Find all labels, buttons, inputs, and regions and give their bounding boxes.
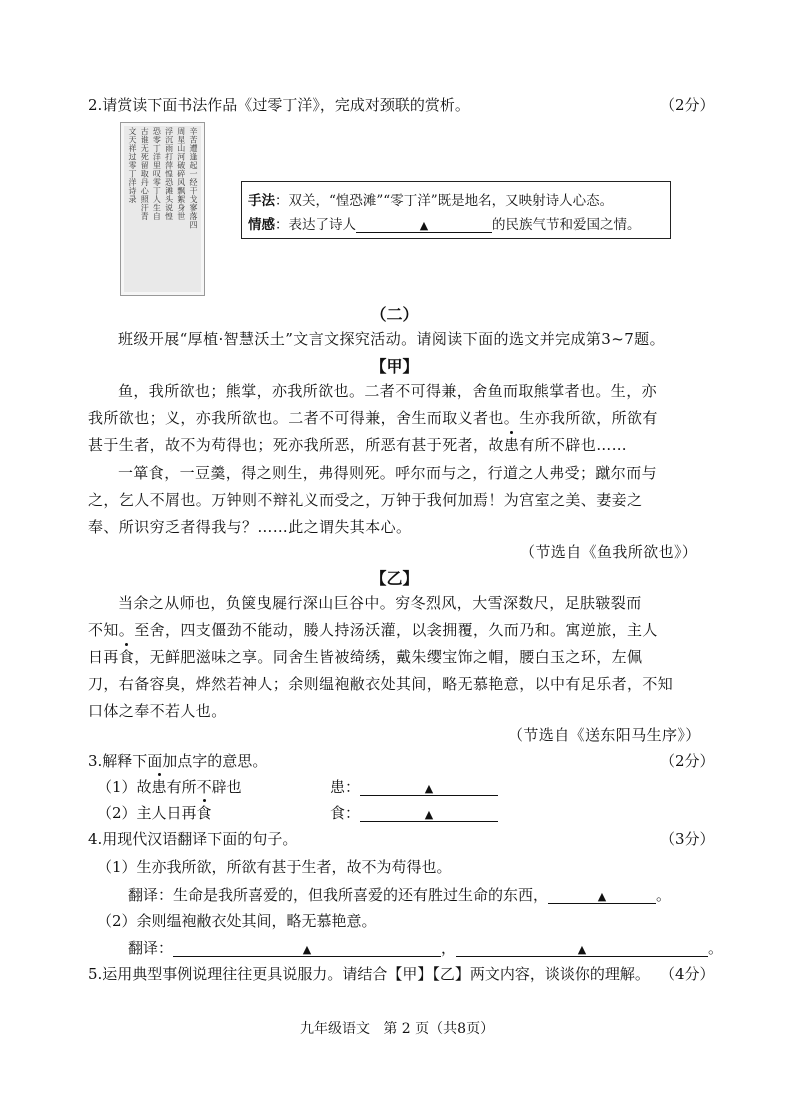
emotion-answer-blank[interactable]: ▲ [356, 220, 492, 233]
q4-item2-translation: 翻译： ▲ ， ▲ 。 [128, 939, 724, 957]
q4-item1-translation: 翻译：生命是我所喜爱的，但我所喜爱的还有胜过生命的东西， ▲ 。 [128, 886, 672, 904]
q3-item1-answer: 患： ▲ [330, 776, 498, 797]
yi-line-4: 刀，右备容臭，烨然若神人；余则缊袍敝衣处其间，略无慕艳意，以中有足乐者，不知 [88, 675, 674, 693]
footer-page: 第 2 页（共8页） [383, 1021, 495, 1037]
jia-line-4: 一箪食，一豆羹，得之则生，弗得则死。呼尔而与之，行道之人弗受；蹴尔而与 [118, 464, 658, 482]
q3-item2-answer: 食： ▲ [330, 802, 498, 823]
calligraphy-image [120, 122, 205, 296]
q3-answer1-blank[interactable]: ▲ [360, 783, 498, 796]
calligraphy-column: 文天祥过零丁洋诗录 [128, 127, 137, 204]
technique-text: ：双关，“惶恐滩”“零丁洋”既是地名，又映射诗人心态。 [275, 193, 614, 209]
yi-line-2: 不知。至舍，四支僵劲不能动，媵人持汤沃灌，以衾拥覆，久而乃和。寓逆旅，主人 [88, 621, 658, 639]
calligraphy-column: 辛苦遭逢起一经干戈寥落四 [188, 127, 198, 229]
technique-label: 手法 [248, 193, 275, 209]
yi-line-5: 口体之奉不若人也。 [88, 702, 227, 720]
section-intro: 班级开展“厚植·智慧沃土”文言文探究活动。请阅读下面的选文并完成第3~7题。 [118, 330, 665, 348]
q4-title: 4.用现代汉语翻译下面的句子。 [88, 830, 298, 848]
analysis-box [241, 181, 671, 239]
q4-answer2a-blank[interactable]: ▲ [173, 944, 441, 957]
q5-title: 5.运用典型事例说理往往更具说服力。请结合【甲】【乙】两文内容，谈谈你的理解。 [88, 965, 650, 983]
emotion-row [248, 213, 641, 233]
dotted-char: 患 [503, 436, 520, 454]
calligraphy-column: 古谁无死留取丹心照汗青 [140, 127, 150, 221]
q2-score: （2分） [660, 96, 715, 114]
q2-title: 2.请赏读下面书法作品《过零丁洋》，完成对颈联的赏析。 [88, 96, 470, 114]
q4-answer1-blank[interactable]: ▲ [548, 891, 656, 904]
q3-score: （2分） [660, 752, 715, 770]
footer-subject: 九年级语文 [300, 1021, 370, 1037]
jia-line-5: 之，乞人不屑也。万钟则不辩礼义而受之，万钟于我何加焉！为宫室之美、妻妾之 [88, 491, 643, 509]
emotion-post: 的民族气节和爱国之情。 [492, 217, 641, 233]
yi-line-3: 日再食，无鲜肥滋味之享。同舍生皆被绮绣，戴朱缨宝饰之帽，腰白玉之环，左佩 [88, 648, 643, 666]
jia-line-3: 甚于生者，故不为苟得也；死亦我所恶，所恶有甚于死者，故患有所不辟也…… [88, 436, 628, 454]
q3-title: 3.解释下面加点字的意思。 [88, 752, 268, 770]
q3-answer2-blank[interactable]: ▲ [360, 809, 498, 822]
yi-line-1: 当余之从师也，负箧曳屣行深山巨谷中。穷冬烈风，大雪深数尺，足肤皲裂而 [118, 594, 642, 612]
jia-line-6: 奉、所识穷乏者得我与？……此之谓失其本心。 [88, 518, 412, 536]
q3-item1: （1）故患有所不辟也 [97, 778, 242, 796]
calligraphy-column: 周星山河破碎风飘絮身世 [176, 127, 186, 221]
q3-item2: （2）主人日再食 [97, 804, 212, 822]
calligraphy-column: 恐零丁洋里叹零丁人生自 [152, 127, 162, 221]
yi-heading: 【乙】 [370, 569, 419, 588]
q5-score: （4分） [660, 965, 715, 983]
jia-heading: 【甲】 [370, 357, 419, 376]
technique-row [248, 189, 613, 209]
jia-source: （节选自《鱼我所欲也》） [520, 543, 698, 561]
q4-answer2b-blank[interactable]: ▲ [456, 944, 708, 957]
q4-item2: （2）余则缊袍敝衣处其间，略无慕艳意。 [97, 912, 377, 930]
emotion-label: 情感 [248, 217, 275, 233]
dotted-char: 食 [118, 648, 135, 666]
calligraphy-column: 浮沉雨打萍惶恐滩头说惶 [164, 127, 174, 221]
q4-score: （3分） [660, 830, 715, 848]
q4-item1: （1）生亦我所欲，所欲有甚于生者，故不为苟得也。 [97, 858, 452, 876]
footer [300, 1018, 494, 1038]
emotion-pre: ：表达了诗人 [275, 217, 356, 233]
section-number: （二） [370, 305, 419, 324]
jia-line-1: 鱼，我所欲也；熊掌，亦我所欲也。二者不可得兼，舍鱼而取熊掌者也。生，亦 [118, 382, 658, 400]
yi-source: （节选自《送东阳马生序》） [508, 726, 701, 744]
jia-line-2: 我所欲也；义，亦我所欲也。二者不可得兼，舍生而取义者也。生亦我所欲，所欲有 [88, 409, 658, 427]
